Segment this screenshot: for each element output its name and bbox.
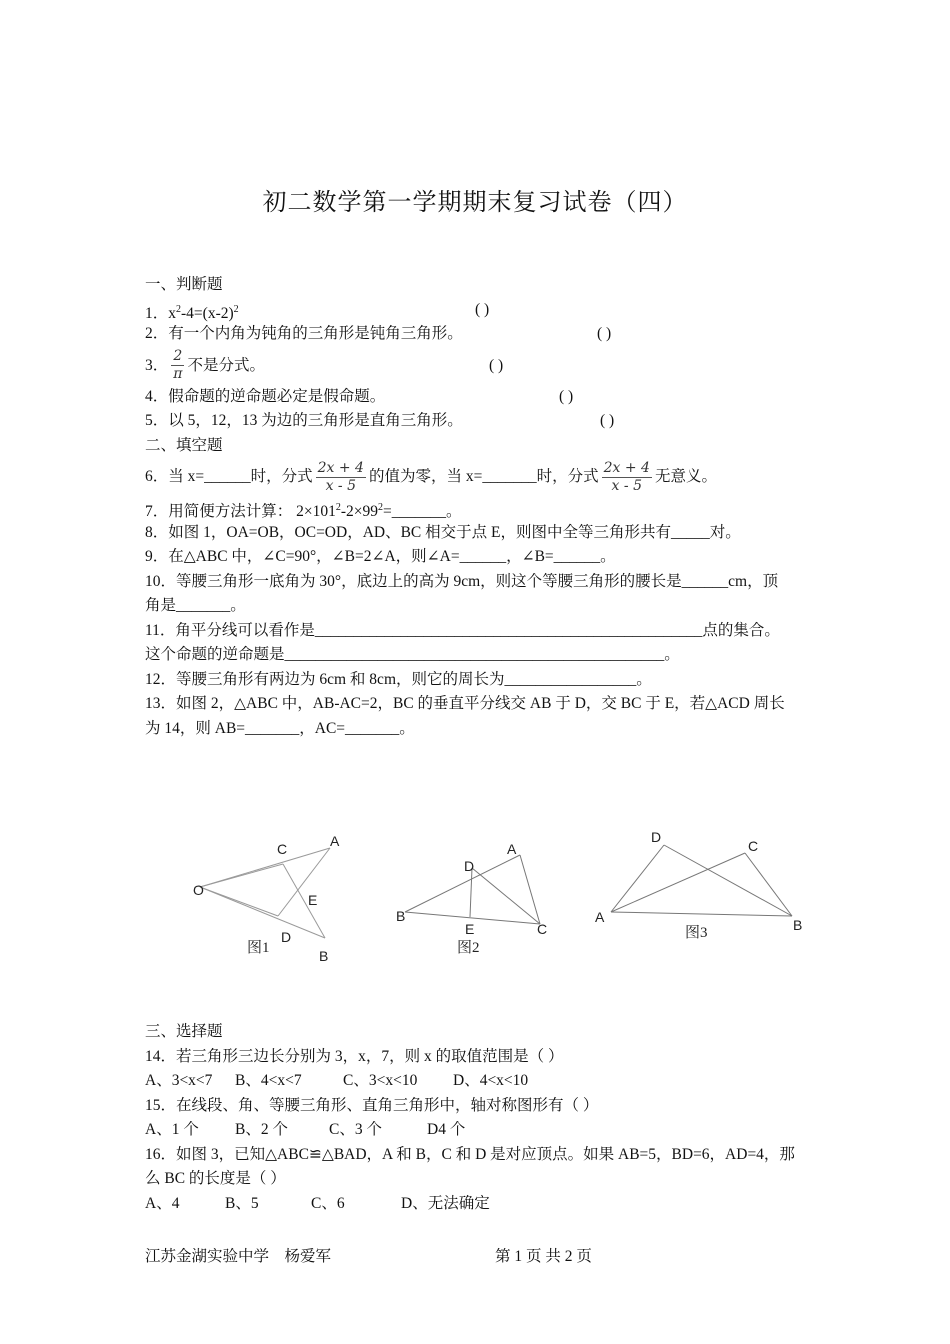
q1-pre: 1．x: [145, 304, 177, 322]
question-7: [145, 496, 825, 521]
question-2: [145, 322, 825, 347]
figure-1-caption: 图1: [247, 940, 270, 956]
segment-dc: [472, 868, 540, 924]
segment-ad: [611, 845, 664, 912]
q7-sup1: 2: [335, 502, 341, 513]
label-a: A: [507, 841, 517, 857]
page-title: 初二数学第一学期期末复习试卷（四）: [262, 190, 688, 216]
option-d[interactable]: D、无法确定: [401, 1194, 490, 1212]
q1-sup2: 2: [233, 303, 239, 315]
fraction-denominator: x - 5: [325, 477, 357, 494]
fraction-denominator: x - 5: [611, 477, 642, 494]
question-12: 12．等腰三角形有两边为 6cm 和 8cm，则它的周长为_________________。: [145, 670, 652, 688]
question-15-options: [145, 1118, 825, 1143]
label-b: B: [793, 917, 803, 933]
figure-2: [390, 820, 570, 970]
fraction: [316, 460, 366, 495]
fraction-numerator: 2x + 4: [317, 459, 364, 476]
segment-ac: [611, 853, 745, 912]
label-b: B: [396, 908, 406, 924]
q6-c: 无意义。: [654, 468, 717, 485]
question-3: [145, 347, 825, 385]
label-a: A: [330, 833, 340, 849]
question-11-cont: 这个命题的逆命题是_________________________________________________。: [145, 646, 680, 663]
fraction-denominator: π: [173, 366, 183, 383]
sections-1-2: [145, 273, 825, 741]
q5-text: 5．以 5，12，13 为边的三角形是直角三角形。: [145, 412, 463, 429]
option-b[interactable]: B、2 个: [235, 1121, 288, 1138]
figures-area: [180, 820, 820, 970]
q7-c: =_______。: [383, 503, 462, 520]
question-14: 14．若三角形三边长分别为 3，x，7，则 x 的取值范围是（ ）: [145, 1047, 564, 1065]
label-d: D: [281, 929, 292, 945]
q6-a: 6．当 x=______时，分式: [145, 468, 313, 485]
figure-3: [590, 820, 810, 970]
option-a[interactable]: A、4: [145, 1194, 180, 1212]
question-11: 11．角平分线可以看作是__________________________________________________点的集合。: [145, 621, 780, 639]
page-footer: [145, 1244, 825, 1266]
fraction: [171, 348, 184, 383]
q7-sup2: 2: [378, 502, 384, 513]
question-5: [145, 409, 825, 434]
figure-1: [180, 820, 360, 970]
segment-ab: [611, 912, 792, 916]
q7-b: -2×99: [340, 503, 379, 520]
figure-3-caption: 图3: [685, 925, 708, 941]
option-c[interactable]: C、3 个: [329, 1121, 382, 1138]
question-16-options: [145, 1192, 825, 1217]
q3-post: 不是分式。: [187, 356, 265, 374]
figure-2-caption: 图2: [457, 940, 480, 956]
fraction-numerator: 2: [171, 348, 184, 366]
segment-cb: [745, 853, 792, 916]
question-10-cont: 角是_______。: [145, 597, 246, 614]
answer-paren[interactable]: ( ): [475, 300, 490, 318]
q2-text: 2．有一个内角为钝角的三角形是钝角三角形。: [145, 325, 463, 342]
option-d[interactable]: D4 个: [427, 1121, 466, 1138]
segment-ac: [520, 855, 540, 924]
question-16: 16．如图 3，已知△ABC≌△BAD，A 和 B，C 和 D 是对应顶点。如果 AB=5，BD=6，AD=4，那: [145, 1145, 795, 1163]
q1-sup1: 2: [176, 303, 182, 315]
question-6: [145, 458, 825, 496]
option-c[interactable]: C、3<x<10: [343, 1072, 418, 1089]
fraction: [602, 460, 652, 495]
section-heading: 二、填空题: [145, 436, 223, 454]
answer-paren[interactable]: ( ): [489, 356, 504, 374]
segment-ba: [405, 855, 520, 912]
label-c: C: [537, 921, 548, 937]
figure-3-lines: [611, 845, 792, 916]
q3-pre: 3．: [145, 356, 169, 374]
question-1: [145, 298, 825, 323]
option-d[interactable]: D、4<x<10: [453, 1072, 529, 1089]
segment-ob: [200, 887, 325, 938]
question-4: [145, 385, 825, 410]
label-d: D: [464, 858, 475, 874]
q7-a: 7．用简便方法计算： 2×101: [145, 503, 336, 520]
label-e: E: [308, 892, 318, 908]
label-d: D: [651, 829, 662, 845]
option-a[interactable]: A、1 个: [145, 1121, 199, 1138]
answer-paren[interactable]: ( ): [600, 412, 615, 429]
answer-paren[interactable]: ( ): [597, 325, 612, 342]
segment-oc: [200, 864, 283, 887]
question-8: 8．如图 1，OA=OB，OC=OD，AD、BC 相交于点 E，则图中全等三角形共有_____对。: [145, 523, 741, 541]
footer-school: 江苏金湖实验中学 杨爱军: [145, 1248, 332, 1265]
q1-mid: -4=(x-2): [181, 304, 234, 322]
label-b: B: [319, 948, 329, 964]
answer-paren[interactable]: ( ): [559, 387, 574, 405]
segment-de: [470, 868, 472, 917]
segment-od: [200, 887, 278, 916]
fraction-numerator: 2x + 4: [603, 459, 650, 476]
segment-ad: [278, 848, 330, 916]
question-10: 10．等腰三角形一底角为 30°，底边上的高为 9cm，则这个等腰三角形的腰长是______cm，顶: [145, 572, 779, 590]
question-13-cont: 为 14，则 AB=_______，AC=_______。: [145, 719, 415, 737]
section-3: [145, 1020, 825, 1216]
q6-b: 的值为零，当 x=_______时，分式: [368, 468, 599, 485]
section-heading: 一、判断题: [145, 276, 223, 293]
option-b[interactable]: B、4<x<7: [235, 1072, 302, 1089]
question-13: 13．如图 2，△ABC 中，AB-AC=2，BC 的垂直平分线交 AB 于 D，交 BC 于 E，若△ACD 周长: [145, 695, 785, 712]
question-9: 9．在△ABC 中，∠C=90°，∠B=2∠A，则∠A=______，∠B=______。: [145, 548, 616, 565]
label-e: E: [465, 921, 475, 937]
option-b[interactable]: B、5: [225, 1194, 259, 1212]
label-c: C: [748, 838, 759, 854]
question-15: 15．在线段、角、等腰三角形、直角三角形中，轴对称图形有（ ）: [145, 1096, 599, 1114]
q4-text: 4．假命题的逆命题必定是假命题。: [145, 387, 386, 405]
option-c[interactable]: C、6: [311, 1194, 345, 1212]
section-heading: 三、选择题: [145, 1023, 223, 1040]
question-16-cont: 么 BC 的长度是（ ）: [145, 1170, 286, 1187]
footer-page-number: 第 1 页 共 2 页: [495, 1248, 592, 1265]
label-o: O: [193, 882, 204, 898]
question-14-options: [145, 1069, 825, 1094]
label-c: C: [277, 841, 288, 857]
label-a: A: [595, 909, 605, 925]
option-a[interactable]: A、3<x<7: [145, 1072, 213, 1089]
